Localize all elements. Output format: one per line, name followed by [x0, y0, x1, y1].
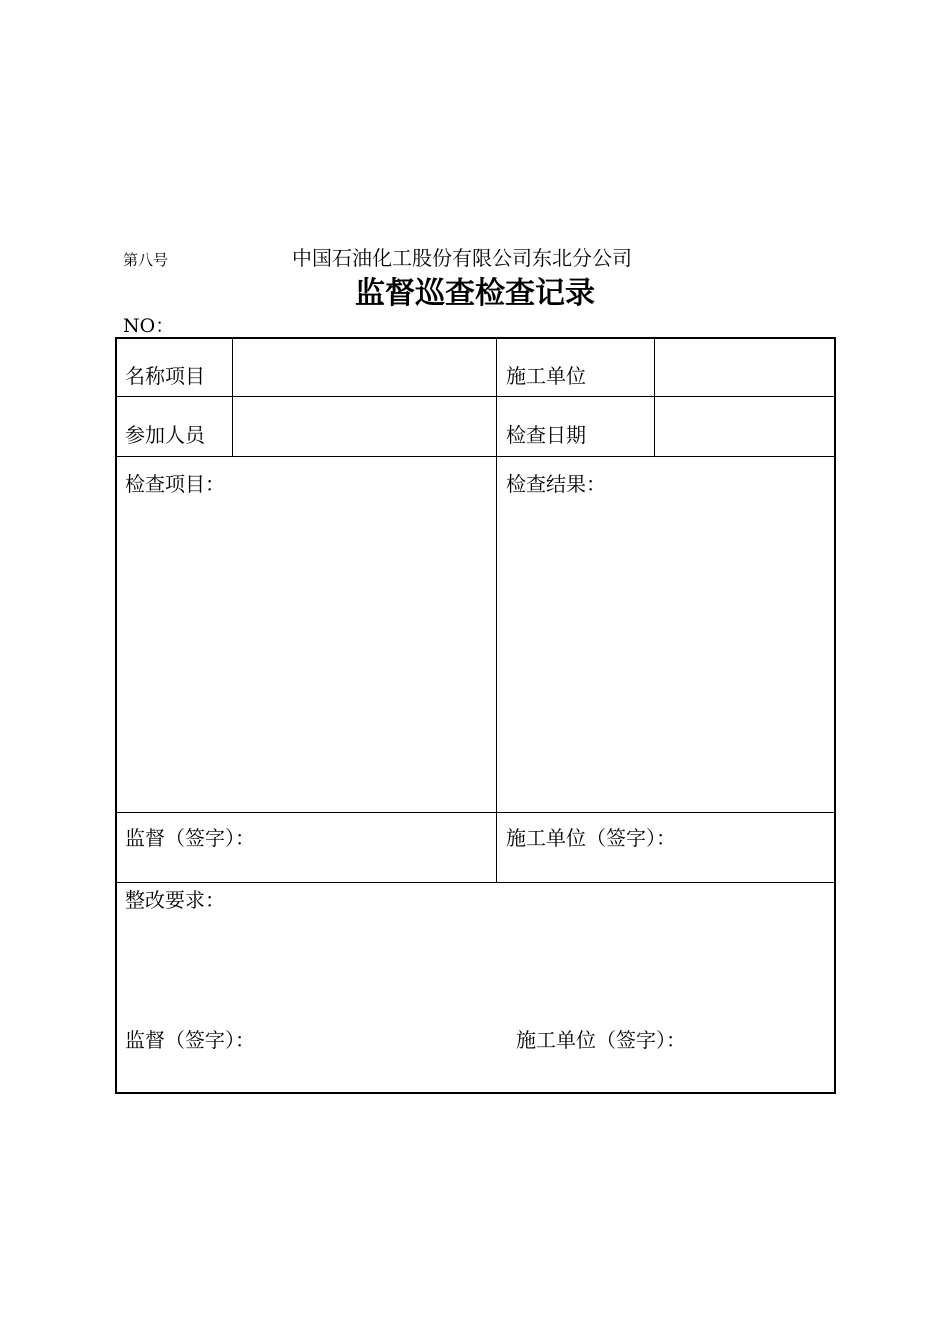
rectification-supervisor-signature-label: 监督（签字）： — [125, 1028, 255, 1052]
project-name-field[interactable] — [235, 341, 493, 394]
inspection-date-field[interactable] — [657, 399, 832, 454]
inspection-date-label: 检查日期 — [506, 423, 586, 447]
participants-field[interactable] — [235, 399, 493, 454]
supervisor-signature-label: 监督（签字）： — [125, 826, 255, 850]
construction-unit-label: 施工单位 — [506, 364, 586, 388]
record-number-label: NO： — [123, 315, 175, 337]
row-divider-2 — [117, 456, 834, 457]
unit-signature-label: 施工单位（签字）： — [506, 826, 676, 850]
col-divider-label — [232, 339, 233, 456]
rectification-unit-signature-label: 施工单位（签字）： — [516, 1028, 686, 1052]
row-divider-3 — [117, 812, 834, 813]
inspection-items-label: 检查项目： — [125, 472, 225, 496]
inspection-results-label: 检查结果： — [506, 472, 606, 496]
col-divider-right-label — [654, 339, 655, 456]
col-divider-middle — [496, 339, 497, 882]
row-divider-bottom — [117, 1092, 834, 1094]
company-name: 中国石油化工股份有限公司东北分公司 — [292, 246, 632, 270]
rectification-requirements-label: 整改要求： — [125, 888, 225, 912]
row-divider-1 — [117, 396, 834, 397]
project-name-label: 名称项目 — [125, 364, 205, 388]
inspection-record-form — [115, 337, 836, 1094]
row-divider-4 — [117, 882, 834, 883]
form-number: 第八号 — [123, 251, 169, 269]
participants-label: 参加人员 — [125, 423, 205, 447]
page-title: 监督巡查检查记录 — [355, 276, 595, 311]
construction-unit-field[interactable] — [657, 341, 832, 394]
